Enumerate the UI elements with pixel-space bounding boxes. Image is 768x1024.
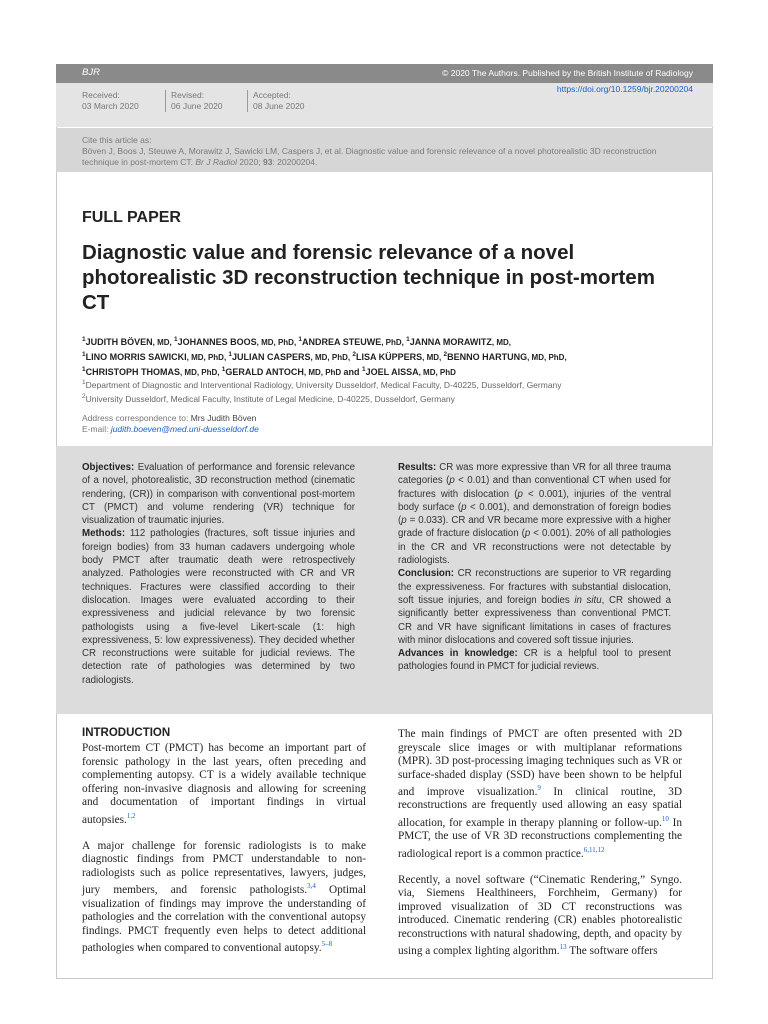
copyright-notice: © 2020 The Authors. Published by the British Institute of Radiology <box>442 68 693 78</box>
author-name: $^1$ANDREA STEUWE, PhD, <box>298 336 407 347</box>
citation-bar <box>56 128 713 172</box>
advances-label: Advances in knowledge: <box>398 648 518 660</box>
author-name: and <box>343 367 362 377</box>
paragraph: Post-mortem CT (PMCT) has become an important part of forensic pathology in the last years, often preceding and complementing autopsy. CT is a widely available technique offering non-invasive diagnosis and allowing for screening and documentation of important findings in virtual autopsies.$^{1,2}$ <box>82 742 366 826</box>
author-name: $^1$JOHANNES BOOS, MD, PhD, <box>173 336 299 347</box>
journal-header-bar <box>56 64 713 83</box>
author-name: $^1$JOEL AISSA, MD, PhD <box>361 366 456 377</box>
reference-link[interactable]: 6,11,12 <box>583 845 605 854</box>
article-type-label: FULL PAPER <box>82 209 181 226</box>
reference-link[interactable]: 13 <box>559 943 567 952</box>
affiliation: $^1$Department of Diagnostic and Interventional Radiology, University Dusseldorf, Medical Faculty, D-40225, Dusseldorf, Germany <box>82 379 562 390</box>
affiliation: $^2$University Dusseldorf, Medical Faculty, Institute of Legal Medicine, D-40225, Dusseldorf, Germany <box>82 392 455 404</box>
revised-date: Revised: 06 June 2020 <box>165 90 223 112</box>
introduction-heading: INTRODUCTION <box>82 727 171 739</box>
methods-label: Methods: <box>82 528 126 540</box>
conclusion-label: Conclusion: <box>398 568 454 580</box>
results-label: Results: <box>398 462 437 473</box>
reference-link[interactable]: 5–8 <box>321 940 333 949</box>
email-link[interactable]: judith.boeven@med.uni-duesseldorf.de <box>110 424 259 434</box>
author-name: $^1$CHRISTOPH THOMAS, MD, PhD, <box>82 366 222 377</box>
body-right-column <box>398 728 682 972</box>
correspondence: Address correspondence to: Mrs Judith Böven E-mail: judith.boeven@med.uni-duesseldorf.de <box>82 413 259 434</box>
paragraph: Recently, a novel software (“Cinematic Rendering,” Syngo. via, Siemens Healthineers, Forchheim, Germany) for improved visualization of 3D CT reconstructions was introduced. Cinematic rendering (CR) enables photorealistic reconstructions with natural shadowing, depth, and opacity by using a complex lighting algorithm.$^{13}$ The software offers <box>398 873 682 958</box>
reference-link[interactable]: 3,4 <box>307 882 316 891</box>
author-name: $^1$LINO MORRIS SAWICKI, MD, PhD, <box>82 351 229 362</box>
author-name: $^2$LISA KÜPPERS, MD, <box>352 351 444 362</box>
author-name: $^2$BENNO HARTUNG, MD, PhD, <box>443 351 567 362</box>
reference-link[interactable]: 1,2 <box>126 811 136 820</box>
paragraph: A major challenge for forensic radiologists is to make diagnostic findings from PMCT understandable to non-radiologists such as police representatives, lawyers, judges, jury members, and forensic pathologists.$^{3,4}$ Optimal visualization of findings may improve the understanding of pathologies and the correlation with the conventional autopsy findings. PMCT frequently even helps to detect additional pathologies when compared to conventional autopsy.$^{5-8}$ <box>82 839 366 954</box>
objectives-label: Objectives: <box>82 462 135 473</box>
author-name: $^1$JULIAN CASPERS, MD, PhD, <box>228 351 353 362</box>
author-name: $^1$JANNA MORAWITZ, MD, <box>406 336 511 347</box>
abstract-right-column: Results: CR was more expressive than VR for all three trauma categories (p < 0.01) and than conventional CT when used for fractures with dislocation (p < 0.001), injuries of the ventral body surface (p < 0.001), and demonstration of foreign bodies (p = 0.033). CR and VR became more expressive with a higher grade of fracture dislocation (p < 0.001). 20% of all pathologies in the CR and VR reconstructions were not detectable by radiologists. Conclusion: CR reconstructions are superior to VR regarding the expressiveness. For fractures with substantial dislocation, soft tissue injuries, and foreign bodies in situ, CR showed a significantly better expressiveness than conventional PMCT. CR and VR have significant limitations in cases of fractures with minor dislocations and covered soft tissue injuries. Advances in knowledge: CR is a helpful tool to present pathologies found in PMCT for judicial reviews. <box>398 462 672 673</box>
reference-link[interactable]: 9 <box>537 784 541 792</box>
author-name: $^1$JUDITH BÖVEN, MD, <box>82 336 174 347</box>
author-line <box>82 334 682 349</box>
author-list <box>82 334 682 379</box>
accepted-date: Accepted: 08 June 2020 <box>247 90 305 112</box>
dates-bar <box>56 83 713 127</box>
article-title: Diagnostic value and forensic relevance of a novel photorealistic 3D reconstruction technique in post-mortem CT <box>82 241 655 314</box>
journal-name: BJR <box>82 67 100 78</box>
abstract-box <box>56 446 713 714</box>
paragraph: The main findings of PMCT are often presented with 2D greyscale slice images or with multiplanar reformations (MPR). 3D post-processing imaging techniques such as VR or surface-shaded display (SSD) have been shown to be helpful and improve visualization.$^9$ In clinical routine, 3D reconstructions are frequently used allowing an easy spatial allocation, for example in therapy planning or follow-up.$^{10}$ In PMCT, the use of VR 3D reconstructions complementing the radiological report is a common practice.$^{6,11,12}$ <box>398 728 682 860</box>
doi-link[interactable]: https://doi.org/10.1259/bjr.20200204 <box>556 84 693 94</box>
reference-link[interactable]: 10 <box>661 814 669 823</box>
author-name: $^1$GERALD ANTOCH, MD, PhD <box>221 366 344 377</box>
affiliations <box>82 377 682 405</box>
citation-text: Cite this article as: Böven J, Boos J, Steuwe A, Morawitz J, Sawicki LM, Caspers J, et al. Diagnostic value and forensic relevance of a novel photorealistic 3D reconstruction technique in post-mortem CT. Br J Radiol 2020; 93: 20200204. <box>82 135 657 167</box>
body-left-column <box>82 742 366 968</box>
author-line <box>82 349 682 364</box>
abstract-left-column: Objectives: Evaluation of performance and forensic relevance of a novel, photorealistic, 3D reconstruction method (cinematic rendering, (CR)) in comparison with conventional post-mortem CT (PMCT) and volume rendering (VR) technique for visualization of traumatic injuries. Methods: 112 pathologies (fractures, soft tissue injuries and foreign bodies) from 33 human cadavers undergoing whole body PMCT after traumatic death were retrospectively analyzed. Pathologies were reconstructed with CR and VR techniques. Fractures were classified according to their dislocation. Images were evaluated according to their expressiveness and judicial relevance by two forensic pathologists using a five-level Likert-scale (1: high expressiveness, 5: low expressiveness). They decided whether CR reconstructions were suitable for judicial reviews. The detection rate of pathologies was determined by two radiologists. <box>82 462 355 686</box>
received-date: Received: 03 March 2020 <box>82 90 139 111</box>
